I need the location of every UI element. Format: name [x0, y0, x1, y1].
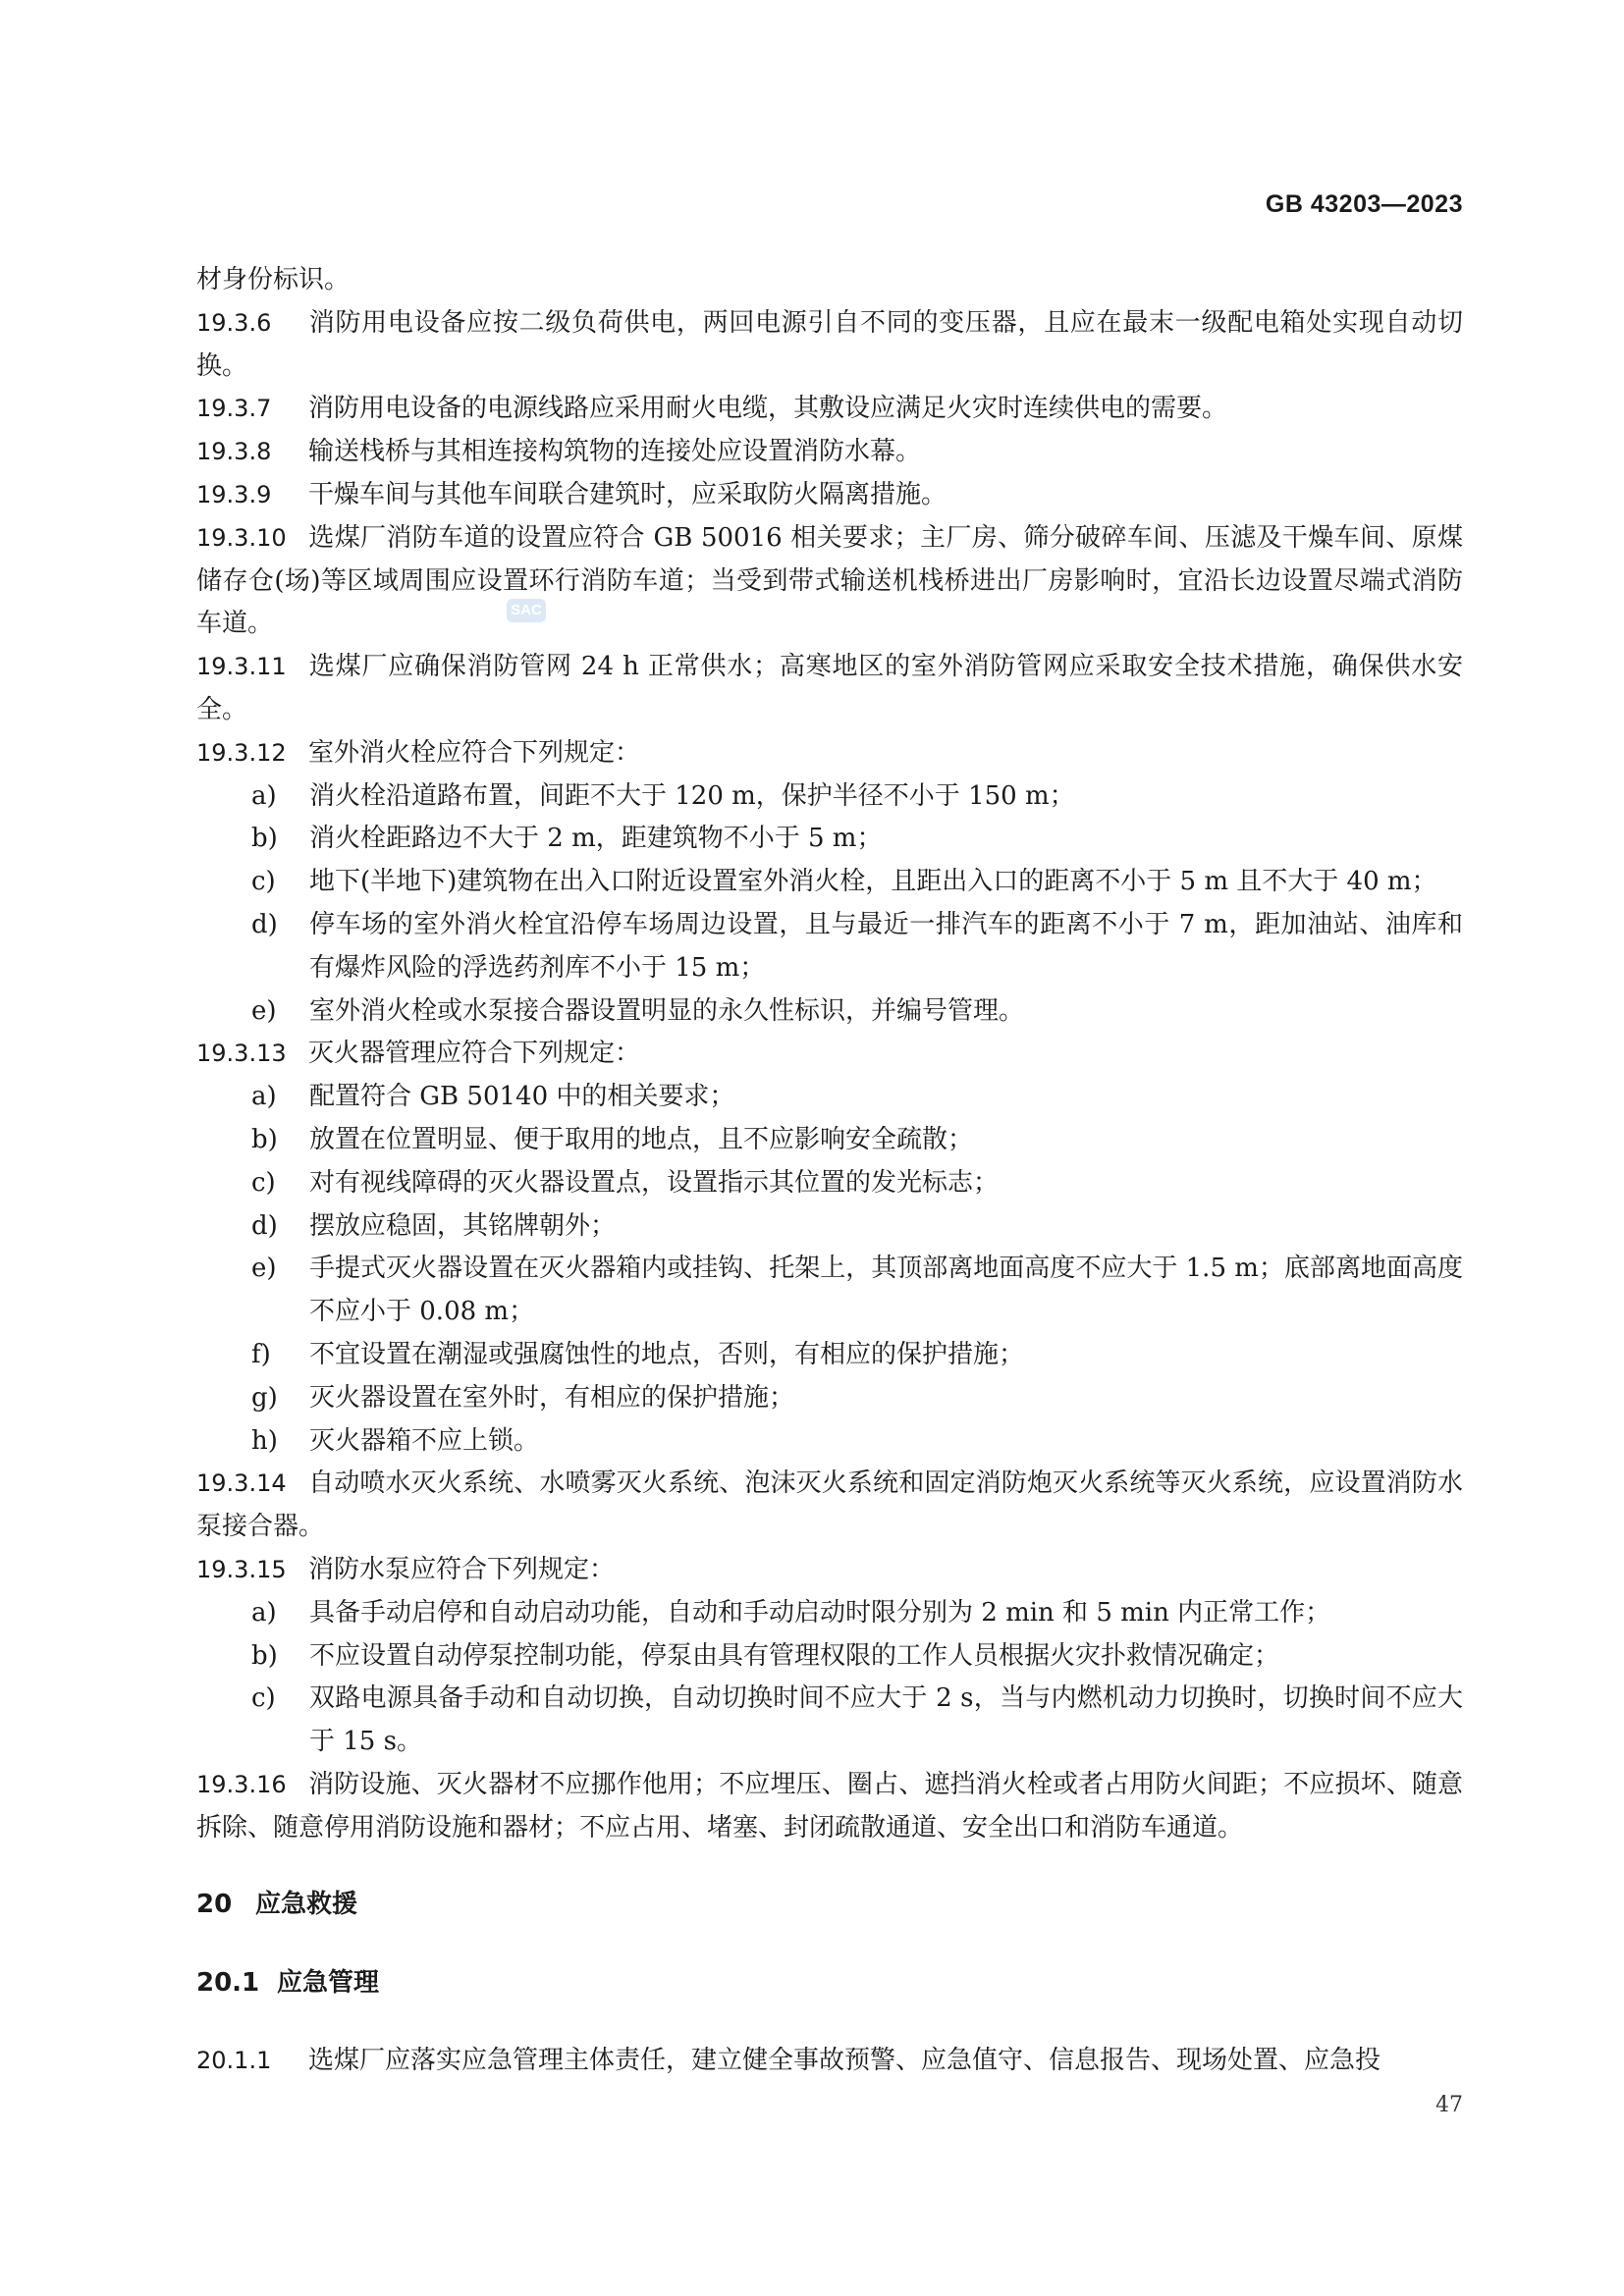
- list-item: [196, 1248, 1463, 1334]
- list-item: [196, 775, 1463, 819]
- list-label: d): [251, 909, 278, 939]
- list-text: 对有视线障碍的灭火器设置点，设置指示其位置的发光标志；: [309, 1167, 1000, 1198]
- list-text: 具备手动启停和自动启动功能，自动和手动启动时限分别为 2 min 和 5 min 内正常工作；: [309, 1597, 1331, 1628]
- list-text: 手提式灭火器设置在灭火器箱内或挂钩、托架上，其顶部离地面高度不应大于 1.5 m；底部离地面高度不应小于 0.08 m；: [309, 1254, 1463, 1327]
- chapter-number: 20: [196, 1890, 233, 1920]
- clause-19-3-16: [196, 1764, 1463, 1850]
- clause-19-3-7: [196, 388, 1463, 431]
- list-text: 双路电源具备手动和自动切换，自动切换时间不应大于 2 s，当与内燃机动力切换时，切换时间不应大于 15 s。: [309, 1683, 1463, 1757]
- list-label: b): [251, 824, 278, 854]
- sac-watermark: SAC: [507, 599, 546, 622]
- list-item: [196, 1377, 1463, 1420]
- list-item: [196, 1205, 1463, 1249]
- clause-text: 选煤厂应落实应急管理主体责任，建立健全事故预警、应急值守、信息报告、现场处置、应急投: [308, 2046, 1381, 2076]
- list-label: g): [251, 1382, 278, 1413]
- clause-number: 20.1.1: [196, 2047, 272, 2075]
- standard-id: GB 43203—2023: [1265, 190, 1463, 218]
- list-item: [196, 1635, 1463, 1679]
- section-heading: [196, 1961, 1463, 2004]
- clause-text: 消防设施、灭火器材不应挪作他用；不应埋压、圈占、遮挡消火栓或者占用防火间距；不应损坏、随意拆除、随意停用消防设施和器材；不应占用、堵塞、封闭疏散通道、安全出口和消防车通道。: [196, 1769, 1463, 1842]
- clause-19-3-8: [196, 431, 1463, 474]
- list-label: a): [251, 1082, 277, 1112]
- list-text: 灭火器箱不应上锁。: [309, 1425, 540, 1456]
- list-label: f): [251, 1339, 271, 1369]
- clause-number: 19.3.6: [196, 308, 272, 337]
- clause-text: 自动喷水灭火系统、水喷雾灭火系统、泡沫灭火系统和固定消防炮灭火系统等灭火系统，应设置消防水泵接合器。: [196, 1468, 1463, 1542]
- clause-text: 消防水泵应符合下列规定：: [308, 1554, 616, 1584]
- list-item: [196, 818, 1463, 861]
- clause-text: 选煤厂消防车道的设置应符合 GB 50016 相关要求；主厂房、筛分破碎车间、压滤及干燥车间、原煤储存仓(场)等区域周围应设置环行消防车道；当受到带式输送机栈桥进出厂房影响时，宜沿长边设置尽端式消防车道。: [196, 522, 1463, 639]
- list-item: [196, 1420, 1463, 1464]
- clause-19-3-6: [196, 302, 1463, 389]
- list-text: 不应设置自动停泵控制功能，停泵由具有管理权限的工作人员根据火灾扑救情况确定；: [309, 1640, 1280, 1671]
- clause-text: 输送栈桥与其相连接构筑物的连接处应设置消防水幕。: [308, 437, 922, 467]
- clause-number: 19.3.8: [196, 438, 272, 466]
- clause-number: 19.3.11: [196, 653, 287, 681]
- section-number: 20.1: [196, 1968, 260, 1999]
- clause-number: 19.3.9: [196, 480, 272, 508]
- list-label: c): [251, 1167, 276, 1198]
- list-item: [196, 1119, 1463, 1162]
- list-text: 配置符合 GB 50140 中的相关要求；: [309, 1082, 735, 1112]
- document-body: [196, 259, 1463, 2083]
- list-label: b): [251, 1124, 278, 1154]
- list-text: 灭火器设置在室外时，有相应的保护措施；: [309, 1382, 795, 1413]
- paragraph: [196, 259, 1463, 302]
- clause-number: 19.3.10: [196, 523, 287, 552]
- list-item: [196, 990, 1463, 1034]
- list-item: [196, 1162, 1463, 1205]
- list-item: [196, 861, 1463, 904]
- list-label: e): [251, 995, 277, 1026]
- list-item: [196, 1076, 1463, 1119]
- list-item: [196, 1334, 1463, 1377]
- list-text: 放置在位置明显、便于取用的地点，且不应影响安全疏散；: [309, 1124, 974, 1154]
- list-item: [196, 1678, 1463, 1764]
- list-text: 摆放应稳固，其铭牌朝外；: [309, 1210, 617, 1241]
- list-text: 不宜设置在潮湿或强腐蚀性的地点，否则，有相应的保护措施；: [309, 1339, 1025, 1369]
- list-label: a): [251, 780, 277, 811]
- clause-text: 灭火器管理应符合下列规定：: [308, 1039, 641, 1069]
- clause-text: 选煤厂应确保消防管网 24 h 正常供水；高寒地区的室外消防管网应采取安全技术措施，确保供水安全。: [196, 652, 1463, 724]
- list-item: [196, 1592, 1463, 1635]
- clause-number: 19.3.7: [196, 395, 272, 423]
- clause-number: 19.3.12: [196, 738, 287, 767]
- clause-text: 消防用电设备的电源线路应采用耐火电缆，其敷设应满足火灾时连续供电的需要。: [308, 394, 1228, 424]
- clause-19-3-12: [196, 732, 1463, 775]
- list-text: 停车场的室外消火栓宜沿停车场周边设置，且与最近一排汽车的距离不小于 7 m，距加油站、油库和有爆炸风险的浮选药剂库不小于 15 m；: [309, 909, 1463, 983]
- clause-19-3-15: [196, 1549, 1463, 1592]
- list-label: c): [251, 1683, 276, 1714]
- clause-text: 室外消火栓应符合下列规定：: [308, 737, 641, 768]
- section-title: 应急管理: [277, 1968, 380, 1999]
- clause-19-3-10: [196, 517, 1463, 646]
- clause-number: 19.3.15: [196, 1555, 287, 1583]
- page-number: 47: [1435, 2093, 1463, 2117]
- list-label: a): [251, 1597, 277, 1628]
- clause-19-3-13: [196, 1033, 1463, 1076]
- clause-number: 19.3.16: [196, 1770, 287, 1798]
- clause-text: 干燥车间与其他车间联合建筑时，应采取防火隔离措施。: [308, 479, 947, 509]
- list-text: 消火栓距路边不大于 2 m，距建筑物不小于 5 m；: [309, 824, 883, 854]
- clause-20-1-1: [196, 2040, 1463, 2083]
- clause-19-3-14: [196, 1463, 1463, 1549]
- list-text: 地下(半地下)建筑物在出入口附近设置室外消火栓，且距出入口的距离不小于 5 m 且不大于 40 m；: [309, 867, 1437, 897]
- list-label: b): [251, 1640, 278, 1671]
- list-label: e): [251, 1254, 277, 1284]
- chapter-title: 应急救援: [255, 1890, 358, 1920]
- list-label: c): [251, 867, 276, 897]
- clause-text: 消防用电设备应按二级负荷供电，两回电源引自不同的变压器，且应在最末一级配电箱处实现自动切换。: [196, 307, 1463, 381]
- list-text: 室外消火栓或水泵接合器设置明显的永久性标识，并编号管理。: [309, 995, 1025, 1026]
- clause-text: 材身份标识。: [196, 265, 351, 294]
- clause-19-3-9: [196, 474, 1463, 517]
- clause-19-3-11: [196, 646, 1463, 732]
- list-label: d): [251, 1210, 278, 1241]
- clause-number: 19.3.14: [196, 1469, 287, 1498]
- clause-number: 19.3.13: [196, 1040, 287, 1068]
- list-text: 消火栓沿道路布置，间距不大于 120 m，保护半径不小于 150 m；: [309, 780, 1075, 811]
- chapter-heading: [196, 1883, 1463, 1926]
- list-label: h): [251, 1425, 278, 1456]
- list-item: [196, 904, 1463, 990]
